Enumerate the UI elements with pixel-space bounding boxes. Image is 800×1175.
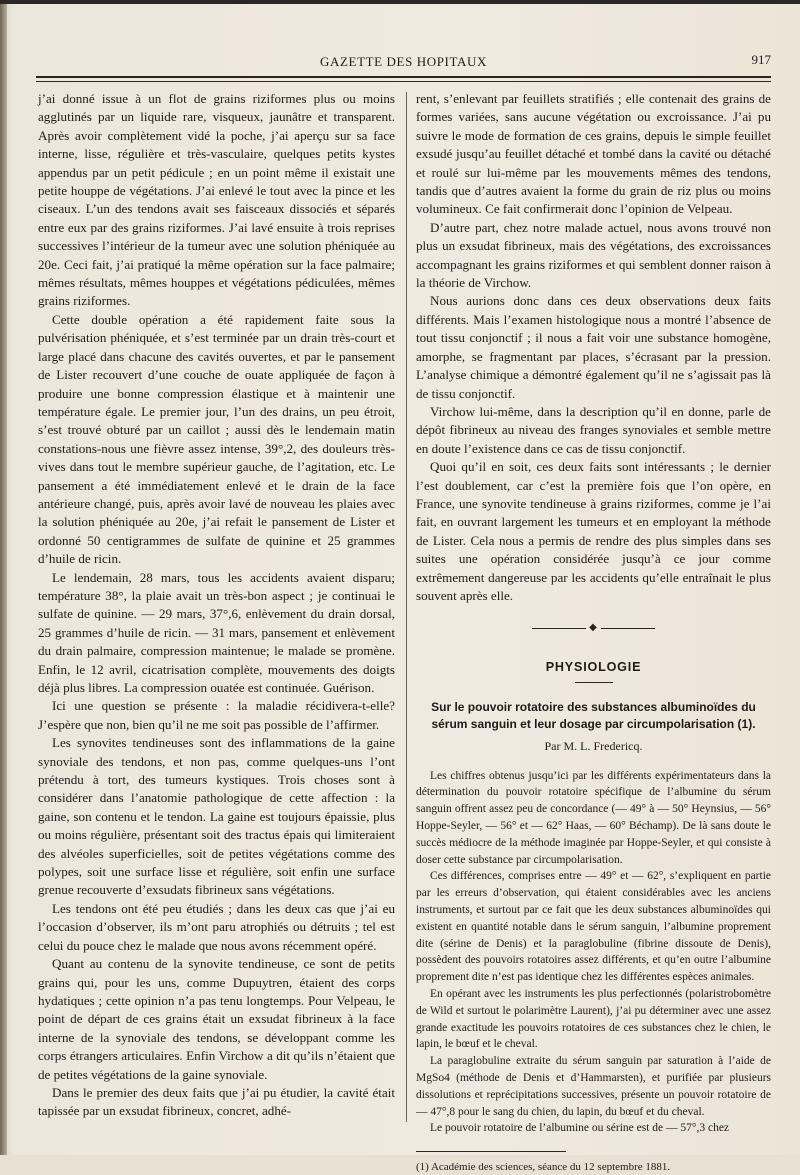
article-author: Par M. L. Fredericq.: [544, 739, 643, 754]
paragraph: Cette double opération a été rapidement faite sous la pulvérisation phéniquée, et s’est terminée par un drain très-court et large placé dans chacune des cavités ouvertes, et par le pansement de Lister recouvert d’une couche de ouate appliquée de façon à produire une bonne compression élastique et à maintenir une température égale. Le premier jour, l’un des drains, un peu étroit, s’est trouvé obturé par un caillot ; aussi dès le lendemain matin constations-nous une fièvre assez intense, 39°,2, des douleurs très-vives dans tout le membre supérieur gauche, de l’agitation, etc. Le pansement a été immédiatement enlevé et le drain de la face antérieure changé, puis, après avoir lavé de nouveau les plaies avec la solution phéniquée au 20e, j’ai refait le pansement de Lister et ordonné 50 centigrammes de sulfate de quinine et 25 grammes d’huile de ricin.: [38, 311, 395, 567]
journal-title: GAZETTE DES HOPITAUX: [320, 54, 487, 69]
paragraph: Ces différences, comprises entre — 49° et — 62°, s’expliquent en partie par les erreurs d’observation, qui étaient considérables avec les anciens instruments, et surtout par ce fait que les deux substances albuminoïdes qui existent en quantité notable dans le sérum sanguin, l’albumine proprement dite (sérine de Denis) et la paraglobuline (fibrine dissoute de Denis), possèdent des pouvoirs rotatoires assez différents, et qu’en outre l’albumine proprement dite n’est pas identique chez les différentes espèces animales.: [416, 870, 771, 984]
paragraph: La paraglobuline extraite du sérum sanguin par saturation à l’aide de MgSo4 (méthode de Denis et d’Hammarsten), et purifiée par plusieurs dissolutions et reprécipitations successives, présente un pouvoir rotatoire de — 47°,8 pour le sang du chien, du lapin, du bœuf et du cheval.: [416, 1055, 771, 1118]
right-column: [416, 90, 771, 1174]
column-divider: [406, 92, 407, 1122]
paragraph: Quant au contenu de la synovite tendineuse, ce sont de petits grains qui, pour les uns, comme Dupuytren, étaient des corps hydatiques ; cette opinion n’a pas tenu longtemps. Pour Velpeau, le point de départ de ces grains était un exsudat fibrineux à la face interne de la synoviale des tendons, se développant comme les corps étrangers articulaires. Enfin Virchow a dit qu’ils n’étaient que de petites végétations de la gaine synoviale.: [38, 956, 395, 1082]
paragraph: Les tendons ont été peu étudiés ; dans les deux cas que j’ai eu l’occasion d’observer, ils m’ont paru atrophiés ou détruits ; tel est celui du pouce chez le malade que nous avons récemment opéré.: [38, 900, 395, 953]
footnote-rule: [416, 1151, 566, 1152]
paragraph: Le lendemain, 28 mars, tous les accidents avaient disparu; température 38°, la plaie avait un très-bon aspect ; je continuai le sulfate de quinine. — 29 mars, 37°,6, enlèvement du drain dorsal, 25 grammes d’huile de ricin. — 31 mars, pansement et enlèvement du drain palmaire, compression maintenue; le malade se promène. Enfin, le 12 avril, cicatrisation complète, mouvements des doigts déjà plus libres. La compression ouatée est continuée. Guérison.: [38, 569, 395, 695]
paragraph: D’autre part, chez notre malade actuel, nous avons trouvé non plus un exsudat fibrineux, mais des végétations, des excroissances accompagnant les grains riziformes et qui semblent donner raison à la théorie de Virchow.: [416, 219, 771, 291]
paragraph: Les chiffres obtenus jusqu’ici par les différents expérimentateurs dans la détermination du pouvoir rotatoire spécifique de l’albumine du sérum sanguin offrent assez peu de concordance (— 49° à — 50° Heynsius, — 56° Hoppe-Seyler, — 56° et — 62° Haas, — 60° Béchamp). De là sans doute le succès médiocre de la méthode imaginée par Hoppe-Seyler, et qui consiste à doser cette substance par circumpolarisation.: [416, 769, 771, 866]
binding-edge: [0, 0, 7, 1155]
article-body: [416, 768, 771, 1138]
paragraph: En opérant avec les instruments les plus perfectionnés (polaristrobomètre de Wild et surtout le polarimètre Laurent), j’ai pu déterminer avec une assez grande exactitude les pouvoirs rotatoires de ces substances chez le chien, le lapin, le bœuf et le cheval.: [416, 987, 771, 1051]
top-border: [0, 0, 800, 4]
left-column: [38, 90, 395, 1140]
paragraph: j’ai donné issue à un flot de grains riziformes plus ou moins agglutinés par un liquide rare, visqueux, jaunâtre et transparent. Après avoir complètement vidé la poche, j’ai aperçu sur sa face interne, lisse, régulière et très-vasculaire, quelques petits kystes appendus par un petit pédicule ; en un point même il existait une petite houppe de végétations. J’ai enlevé le tout avec la pince et les ciseaux. L’un des tendons avait ses faisceaux dissociés et séparés entre eux par des grains riziformes. J’ai lavé ensuite à trois reprises successives l’intérieur de la tumeur avec une solution phéniquée au 20e. Ceci fait, j’ai pratiqué la même opération sur la face palmaire; mêmes résultats, mêmes houppes et végétations pédiculées, mêmes grains riziformes.: [38, 91, 395, 309]
paragraph: Dans le premier des deux faits que j’ai pu étudier, la cavité était tapissée par un exsudat fibrineux, concret, adhé-: [38, 1084, 395, 1119]
section-heading: PHYSIOLOGIE: [545, 659, 642, 674]
paragraph: rent, s’enlevant par feuillets stratifiés ; elle contenait des grains de formes variées, sans aucune végétation ou excroissance. J’ai pu suivre le mode de formation de ces grains, depuis le simple feuillet exsudé jusqu’au feuillet détaché et tombé dans la cavité ou détaché et roulé sur lui-même par les mouvements mêmes des tendons, tandis que d’autres avaient la forme du grain de riz plus ou moins volumineux. Ce fait confirmerait donc l’opinion de Velpeau.: [416, 91, 771, 217]
section-ornament: ◆: [416, 619, 771, 637]
article-title: Sur le pouvoir rotatoire des substances albuminoïdes du sérum sanguin et leur dosage par circumpolarisation (1).: [431, 700, 756, 732]
paragraph: Virchow lui-même, dans la description qu’il en donne, parle de dépôt fibrineux au niveau des franges synoviales et semble mettre en doute l’existence dans ce cas de tissu conjonctif.: [416, 403, 771, 456]
page-number: 917: [751, 52, 771, 67]
footnote: (1) Académie des sciences, séance du 12 septembre 1881.: [416, 1161, 671, 1174]
page-header: [36, 50, 771, 72]
section-rule: [575, 682, 613, 683]
paragraph: Les synovites tendineuses sont des inflammations de la gaine synoviale des tendons, et non pas, comme quelques-uns l’ont prétendu à tort, des tumeurs kystiques. Trois choses sont à considérer dans l’anatomie pathologique de cette affection : la gaine, son contenu et le tendon. La gaine est toujours épaissie, plus ou moins régulière, présentant soit des tractus épais qui limiteraient des alvéoles superficielles, soit de petites végétations comme des polypes, soit une surface lisse et régulière, soit enfin une surface grenue recouverte d’exsudats fibrineux sans végétations.: [38, 735, 395, 898]
header-rule-thin: [36, 81, 771, 82]
paragraph: Nous aurions donc dans ces deux observations deux faits différents. Mais l’examen histologique nous a montré l’absence de tout tissu conjonctif ; il nous a fait voir une substance homogène, amorphe, se fragmentant par places, s’écrasant par la pression. L’analyse chimique a démontré également qu’il ne s’agissait pas là de tissu conjonctif.: [416, 293, 771, 401]
paragraph: Quoi qu’il en soit, ces deux faits sont intéressants ; le dernier l’est doublement, car c’est la première fois que l’on opère, en France, une synovite tendineuse à grains riziformes, comme je l’ai fait, en ouvrant largement les tumeurs et en employant la méthode de Lister. Cela nous a permis de rendre des plus simples dans ses suites une opération considérée jusqu’à ce jour comme extrêmement dangereuse par les accidents qu’elle entraînait le plus souvent après elle.: [416, 459, 771, 603]
paragraph: Ici une question se présente : la maladie récidivera-t-elle? J’espère que non, bien qu’il ne me soit pas possible de l’affirmer.: [38, 698, 395, 732]
paragraph: Le pouvoir rotatoire de l’albumine ou sérine est de — 57°,3 chez: [430, 1122, 730, 1135]
header-rule-thick: [36, 76, 771, 78]
